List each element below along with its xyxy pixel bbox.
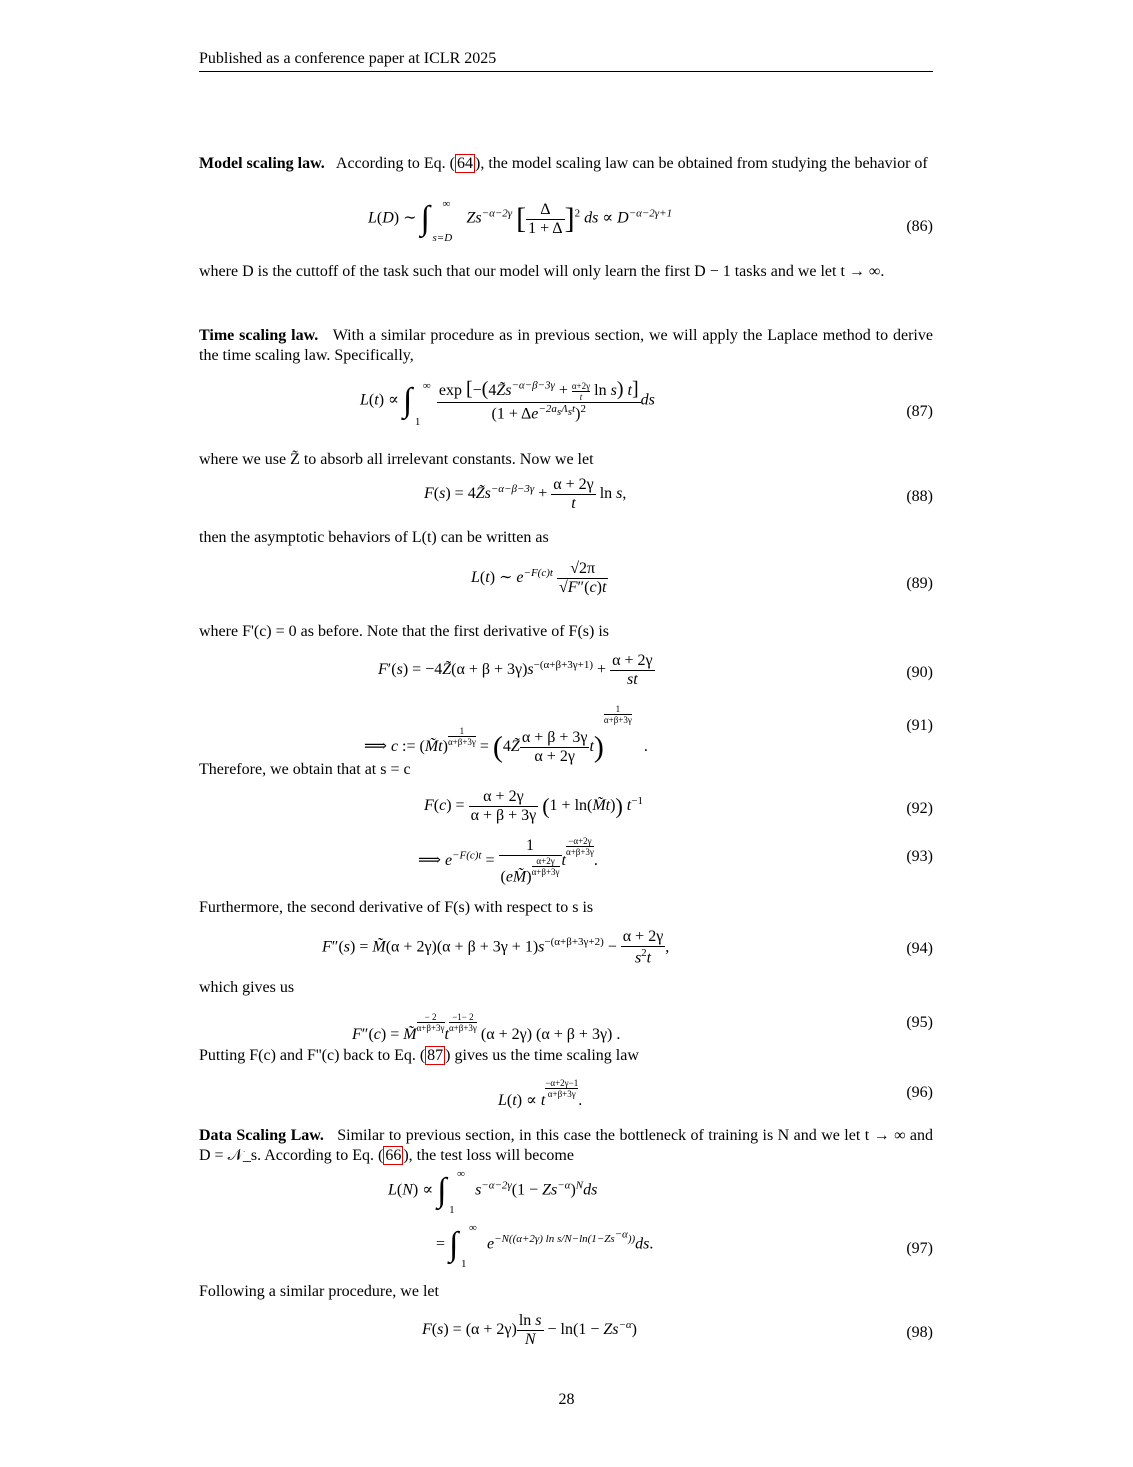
equation-96: L(t) ∝ t $\frac{-\alpha+2\gamma-1}{\alpha+\beta+3\gamma}$ .: [498, 1078, 583, 1109]
data-scaling-paragraph: [199, 1126, 933, 1166]
running-header: Published as a conference paper at ICLR 2025: [199, 50, 497, 67]
text: According to Eq. (: [335, 155, 455, 172]
equation-number: (86): [906, 218, 933, 235]
equation-number: (89): [906, 575, 933, 592]
equation-number: (92): [906, 800, 933, 817]
equation-95: F″(c) = M̃ $\frac{- 2}{\alpha+\beta+3\gamma}$ t $\frac{-1- 2}{\alpha+\beta+3\gamma}$ (α + 2γ) (α + β + 3γ) .: [352, 1012, 621, 1043]
text: Therefore, we obtain that at s = c: [199, 761, 411, 778]
equation-number: (90): [906, 664, 933, 681]
eq-ref-link-87[interactable]: 87: [427, 1047, 444, 1064]
equation-87: L(t) ∝ ∫ ∞ 1 $\exp [-(4Z̃s^{-\alpha-\beta-3\gamma}$ + $\frac{\alpha+2\gamma}{t}$ ln s) t] $(1 + \Delta e^{-2a_s\Lambda_st})^2$ ds: [360, 378, 655, 428]
equation-88: $F(s) = 4Z̃s^{-\alpha-\beta-3\gamma}$ + $\frac{\alpha + 2\gamma}{t}$ ln s,: [424, 476, 627, 512]
upper-limit: ∞: [442, 198, 451, 210]
equation-number: (95): [906, 1014, 933, 1031]
equation-number: (88): [906, 488, 933, 505]
eq-ref-link-66[interactable]: 66: [385, 1147, 402, 1164]
equation-number: (94): [906, 940, 933, 957]
text: Putting F(c) and F''(c) back to Eq. (: [199, 1047, 426, 1064]
equation-number: (98): [906, 1324, 933, 1341]
integral-sign: ∫: [420, 200, 430, 237]
equation-number: (93): [906, 848, 933, 865]
equation-93: ⟹ $e^{-F(c)t}$ = 1 (eM̃) $\frac{\alpha+2\gamma}{\alpha+\beta+3\gamma}$ t $\frac{-\alpha+2\gamma}{\alpha+\beta+3\gamma}$ .: [418, 836, 598, 885]
equation-number: (91): [906, 717, 933, 734]
model-scaling-after: where D is the cuttoff of the task such that our model will only learn the first D − 1 tasks and we let t → ∞.: [199, 263, 885, 280]
text: Similar to previous section, in this case the bottleneck of training is N and we let t → ∞ and D = 𝒩_s. According to Eq. (: [199, 1127, 934, 1164]
text: ), the test loss will become: [403, 1147, 574, 1164]
data-scaling-heading: Data Scaling Law.: [199, 1127, 324, 1144]
text: ), the model scaling law can be obtained from studying the behavior of: [474, 155, 928, 172]
equation-89: L(t) ∼ $e^{-F(c)t}$ $\frac{√2\pi}{√F''(c)t}$: [471, 560, 607, 596]
lower-limit: s=D: [432, 232, 453, 244]
equation-number: (96): [906, 1084, 933, 1101]
text: With a similar procedure as in previous section, we will apply the Laplace method to derive the time scaling law. Specifically,: [199, 327, 933, 364]
text: which gives us: [199, 979, 295, 996]
equation-number: (97): [906, 1240, 933, 1257]
text: then the asymptotic behaviors of L(t) can be written as: [199, 529, 549, 546]
equation-91: ⟹ c := (M̃t) $\frac{1}{\alpha+\beta+3\gamma}$ = (4Z̃ $\frac{\alpha + \beta + 3\gamma}{\alpha + 2\gamma}$ t) $\frac{1}{\alpha+\beta+3\gamma}$ .: [364, 704, 648, 765]
equation-90: F′(s) = −4Z̃(α + $\beta + 3\gamma)s^{-(\alpha+\beta+3\gamma+1)}$ + $\frac{\alpha + 2\gamma}{st}$: [378, 652, 653, 688]
equation-98: F(s) = (α + 2γ) $\frac{\text{ln s}}{N}$ − $\ln(1 - Zs^{-\alpha})$: [422, 1312, 637, 1348]
text: Furthermore, the second derivative of F(s) with respect to s is: [199, 899, 594, 916]
equation-97-line1: L(N) ∝ ∫ ∞ 1 $s^{-\alpha-2\gamma}(1 - Zs^{-\alpha})^Nds$: [388, 1168, 598, 1216]
equation-92: F(c) = $\frac{\alpha + 2\gamma}{\alpha + \beta + 3\gamma}$ (1 + ln(M̃t)) $t^{-1}$: [424, 788, 643, 824]
model-scaling-paragraph: [199, 154, 933, 174]
text: Following a similar procedure, we let: [199, 1283, 439, 1300]
time-conclusion: [199, 1046, 933, 1066]
header-rule: [199, 71, 933, 72]
equation-86: L(D) ∼ ∫ ∞ s=D $Zs^{-\alpha-2\gamma}$ [ $\frac{\Delta}{1 + \Delta}$ ]$^2$ ds ∝ $D^{-\alpha-2\gamma+1}$: [368, 198, 673, 244]
page-number: 28: [558, 1391, 575, 1408]
model-scaling-heading: Model scaling law.: [199, 155, 325, 172]
equation-number: (87): [906, 403, 933, 420]
equation-94: F″(s) = M̃(α + $2\gamma)(\alpha + \beta + 3\gamma + 1)s^{-(\alpha+\beta+3\gamma+2)}$ − $\frac{\alpha + 2\gamma}{s^2t}$ ,: [322, 928, 670, 967]
time-scaling-heading: Time scaling law.: [199, 327, 319, 344]
text: ) gives us the time scaling law: [445, 1047, 639, 1064]
text: where F'(c) = 0 as before. Note that the first derivative of F(s) is: [199, 623, 609, 640]
eq-ref-link-64[interactable]: 64: [456, 155, 473, 172]
time-scaling-paragraph: [199, 326, 933, 366]
text: where we use Z̃ to absorb all irrelevant constants. Now we let: [199, 451, 594, 468]
equation-97-line2: = ∫ ∞ 1 $e^{-N((\alpha+2\gamma) ln s/N-ln(1-Zs^{-\alpha}))}ds$.: [436, 1222, 654, 1270]
